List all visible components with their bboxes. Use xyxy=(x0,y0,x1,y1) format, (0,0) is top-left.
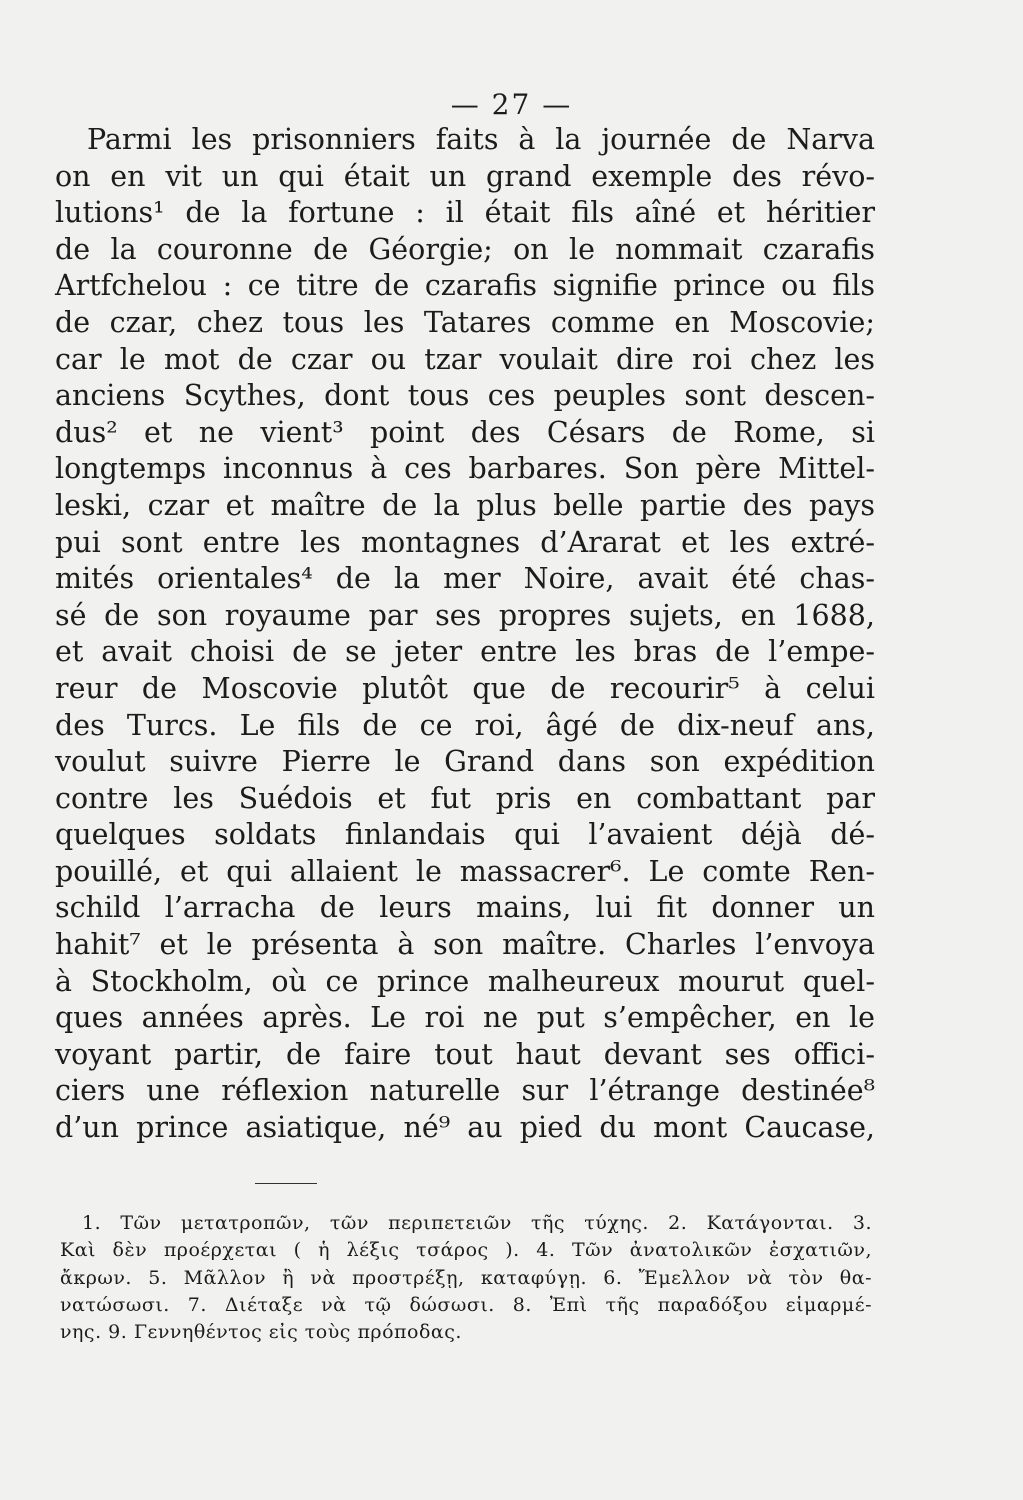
text-line: ciers une réflexion naturelle sur l’étrange destinée⁸ xyxy=(55,1074,875,1108)
text-line: car le mot de czar ou tzar voulait dire roi chez les xyxy=(55,342,875,376)
text-line: mités orientales⁴ de la mer Noire, avait été chas- xyxy=(55,562,875,596)
text-line: et avait choisi de se jeter entre les bras de l’empe- xyxy=(55,635,875,669)
text-line: reur de Moscovie plutôt que de recourir⁵ à celui xyxy=(55,671,875,705)
text-line: pui sont entre les montagnes d’Ararat et les extré- xyxy=(55,525,875,559)
text-line: pouillé, et qui allaient le massacrer⁶. Le comte Ren- xyxy=(55,854,875,888)
footnotes xyxy=(60,1210,872,1346)
text-line: de la couronne de Géorgie; on le nommait czarafis xyxy=(55,232,875,266)
text-line: d’un prince asiatique, né⁹ au pied du mont Caucase, xyxy=(55,1111,875,1145)
text-line: schild l’arracha de leurs mains, lui fit donner un xyxy=(55,891,875,925)
text-line: Parmi les prisonniers faits à la journée de Narva xyxy=(87,123,875,156)
footnote-line: νατώσωσι. 7. Διέταξε νὰ τῷ δώσωσι. 8. Ἐπὶ τῆς παραδόξου εἱμαρμέ- xyxy=(60,1293,872,1316)
text-line: lutions¹ de la fortune : il était fils aîné et héritier xyxy=(55,196,875,230)
text-line: on en vit un qui était un grand exemple des révo- xyxy=(55,159,875,193)
text-line: anciens Scythes, dont tous ces peuples sont descen- xyxy=(55,379,875,413)
text-line: hahit⁷ et le présenta à son maître. Charles l’envoya xyxy=(55,928,875,962)
text-line: longtemps inconnus à ces barbares. Son père Mittel- xyxy=(55,452,875,486)
text-line: sé de son royaume par ses propres sujets, en 1688, xyxy=(55,598,875,632)
footnote-separator xyxy=(255,1183,317,1184)
main-text xyxy=(55,122,875,1147)
text-line: voyant partir, de faire tout haut devant ses offici- xyxy=(55,1037,875,1071)
page-number: — 27 — xyxy=(450,88,573,121)
footnote-line: νης. 9. Γεννηθέντος εἰς τοὺς πρόποδας. xyxy=(60,1321,462,1344)
text-line: contre les Suédois et fut pris en combattant par xyxy=(55,781,875,815)
text-line: des Turcs. Le fils de ce roi, âgé de dix-neuf ans, xyxy=(55,708,875,742)
text-line: à Stockholm, où ce prince malheureux mourut quel- xyxy=(55,964,875,998)
text-line: Artfchelou : ce titre de czarafis signifie prince ou fils xyxy=(55,269,875,303)
footnote-line: Καὶ δὲν προέρχεται ( ἡ λέξις τσάρος ). 4. Τῶν ἀνατολικῶν ἐσχατιῶν, xyxy=(60,1239,872,1262)
text-line: leski, czar et maître de la plus belle partie des pays xyxy=(55,488,875,522)
text-line: quelques soldats finlandais qui l’avaient déjà dé- xyxy=(55,818,875,852)
text-line: dus² et ne vient³ point des Césars de Rome, si xyxy=(55,415,875,449)
footnote-line: 1. Τῶν μετατροπῶν, τῶν περιπετειῶν τῆς τύχης. 2. Κατάγονται. 3. xyxy=(82,1212,872,1234)
footnote-line: ἄκρων. 5. Μᾶλλον ἢ νὰ προστρέξῃ, καταφύγῃ. 6. Ἔμελλον νὰ τὸν θα- xyxy=(60,1266,872,1289)
text-line: de czar, chez tous les Tatares comme en Moscovie; xyxy=(55,305,875,339)
text-line: ques années après. Le roi ne put s’empêcher, en le xyxy=(55,1001,875,1035)
text-line: voulut suivre Pierre le Grand dans son expédition xyxy=(55,745,875,779)
